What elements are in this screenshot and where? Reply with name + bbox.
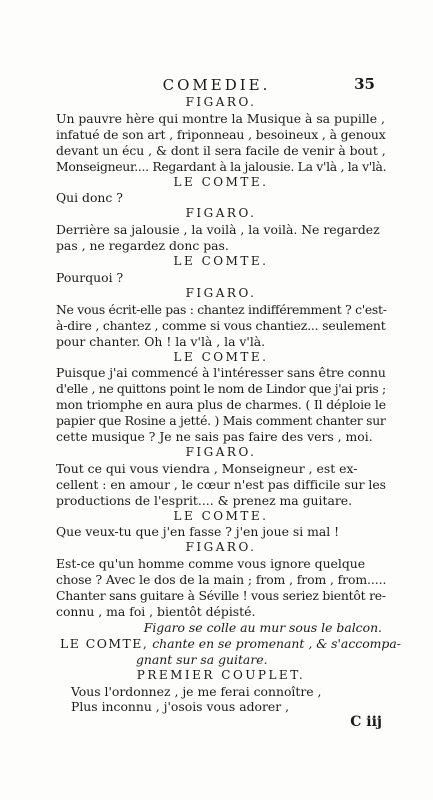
running-title: COMEDIE.	[162, 76, 271, 94]
text-line: d'elle , ne quittons point le nom de Lindor que j'ai pris ;	[56, 381, 386, 397]
speaker-heading: PREMIER COUPLET.	[136, 667, 306, 682]
verse-line: Vous l'ordonnez , je me ferai connoître ,	[71, 683, 322, 699]
text-line: Chanter sans guitare à Séville ! vous seriez bientôt re-	[56, 588, 386, 604]
speaker-heading: LE COMTE.	[173, 254, 269, 269]
stage-direction-continued: gnant sur sa guitare.	[136, 651, 268, 667]
text-line: Qui donc ?	[56, 190, 123, 206]
speaker-heading: FIGARO.	[185, 95, 257, 109]
speaker-heading: FIGARO.	[185, 540, 257, 555]
text-line: mon triomphe en aura plus de charmes. ( Il déploie le	[56, 397, 386, 413]
text-line: papier que Rosine a jetté. ) Mais comment chanter sur	[56, 413, 386, 429]
page-number: 35	[354, 75, 375, 93]
text-line: pas , ne regardez donc pas.	[56, 238, 229, 254]
text-line: Tout ce qui vous viendra , Monseigneur , est ex-	[56, 460, 358, 476]
speaker-heading: LE COMTE.	[173, 349, 269, 364]
text-line: Ne vous écrit-elle pas : chantez indifféremment ? c'est-	[56, 301, 387, 317]
text-line: chose ? Avec le dos de la main ; from , from , from.....	[56, 572, 387, 588]
verse-line: Plus inconnu , j'osois vous adorer ,	[71, 699, 290, 715]
text-line: pour chanter. Oh ! la v'là , la v'là.	[56, 333, 266, 349]
text-line: à-dire , chantez , comme si vous chantiez... seulement	[56, 317, 386, 333]
speaker-with-direction	[56, 635, 401, 652]
text-line: cellent : en amour , le cœur n'est pas difficile sur les	[56, 476, 387, 492]
speaker-heading: FIGARO.	[185, 285, 257, 300]
stage-direction: chante en se promenant , & s'accompa-	[148, 635, 401, 651]
text-line: Est-ce qu'un homme comme vous ignore quelque	[56, 556, 366, 572]
text-line: infatué de son art , friponneau , besoineux , à genoux	[56, 126, 386, 142]
speaker-heading: LE COMTE.	[173, 508, 269, 523]
text-line: Pourquoi ?	[56, 269, 124, 285]
text-line: Derrière sa jalousie , la voilà , la voilà. Ne regardez	[56, 222, 380, 238]
page-text	[56, 95, 401, 731]
text-line: Que veux-tu que j'en fasse ? j'en joue si mal !	[56, 524, 340, 540]
stage-direction: Figaro se colle au mur sous le balcon.	[143, 619, 382, 635]
signature-mark: C iij	[350, 714, 382, 731]
text-line: devant un écu , & dont il sera facile de venir à bout ,	[56, 142, 386, 158]
speaker-heading: FIGARO.	[185, 206, 257, 221]
text-line: Puisque j'ai commencé à l'intéresser sans être connu	[56, 365, 386, 381]
text-line: Monseigneur.... Regardant à la jalousie. La v'là , la v'là.	[56, 158, 387, 174]
text-line: connu , ma foi , bientôt dépisté.	[56, 604, 256, 619]
text-line: Un pauvre hère qui montre la Musique à sa pupille ,	[56, 110, 385, 126]
text-line: productions de l'esprit.... & prenez ma guitare.	[56, 492, 353, 508]
speaker-name: LE COMTE,	[60, 635, 149, 651]
text-line: cette musique ? Je ne sais pas faire des vers , moi.	[56, 429, 373, 445]
speaker-heading: LE COMTE.	[173, 174, 269, 189]
speaker-heading: FIGARO.	[185, 444, 257, 459]
